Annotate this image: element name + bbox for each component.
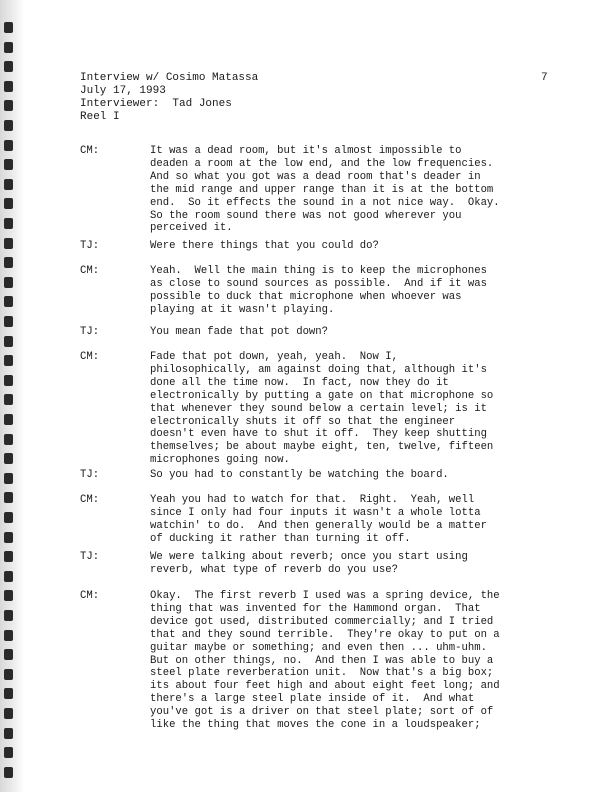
binding-hole [4, 81, 13, 92]
binding-hole [4, 257, 13, 268]
speaker-label: CM: [80, 351, 100, 363]
speech-line: electronically by putting a gate on that microphone so [150, 389, 494, 402]
page-number: 7 [541, 72, 548, 84]
header-reel: Reel I [80, 111, 120, 123]
speech-text [150, 551, 570, 577]
speech-line: since I only had four inputs it wasn't a whole lotta [150, 506, 481, 519]
binding-hole [4, 238, 13, 249]
speech-line: And so what you got was a dead room that's deader in [150, 170, 481, 183]
speech-text [150, 326, 570, 339]
speech-line: that whenever they sound below a certain level; is it [150, 402, 487, 415]
speech-line: watchin' to do. And then generally would be a matter [150, 519, 487, 532]
speech-line: So you had to constantly be watching the board. [150, 469, 449, 481]
speech-line: deaden a room at the low end, and the low frequencies. [150, 157, 494, 170]
speech-text [150, 145, 570, 235]
binding-hole [4, 159, 13, 170]
speech-line: playing at it wasn't playing. [150, 303, 335, 316]
speech-line: like the thing that moves the cone in a loudspeaker; [150, 719, 481, 732]
speech-text [150, 240, 570, 253]
binding-hole [4, 473, 13, 484]
speech-line: electronically shuts it off so that the engineer [150, 415, 456, 428]
binding-hole [4, 61, 13, 72]
header-interviewer: Interviewer: Tad Jones [80, 98, 232, 110]
binding-hole [4, 747, 13, 758]
binding-hole [4, 767, 13, 778]
speaker-label: TJ: [80, 469, 100, 481]
speech-line: Okay. The first reverb I used was a spring device, the [150, 590, 500, 602]
binding-hole [4, 590, 13, 601]
speaker-label: CM: [80, 145, 100, 157]
speech-line: the mid range and upper range than it is at the bottom [150, 183, 494, 196]
binding-hole [4, 708, 13, 719]
speech-line: you've got is a driver on that steel plate; sort of of [150, 706, 494, 719]
speech-line: of ducking it rather than turning it off. [150, 532, 411, 545]
speech-text [150, 351, 570, 467]
binding-hole [4, 355, 13, 366]
speech-line: steel plate reverberation unit. Now that's a big box; [150, 667, 494, 680]
speech-text [150, 265, 570, 317]
binding-hole [4, 610, 13, 621]
binding-hole [4, 434, 13, 445]
header-interviewee: Interview w/ Cosimo Matassa [80, 72, 259, 84]
binding-hole [4, 688, 13, 699]
interview-header [80, 72, 258, 124]
speech-line: done all the time now. In fact, now they do it [150, 376, 449, 389]
binding-hole [4, 179, 13, 190]
binding-hole [4, 669, 13, 680]
speaker-label: CM: [80, 590, 100, 602]
speech-line: there's a large steel plate inside of it. And what [150, 693, 475, 706]
speech-line: But on other things, no. And then I was able to buy a [150, 654, 494, 667]
binding-hole [4, 218, 13, 229]
speech-line: Yeah. Well the main thing is to keep the microphones [150, 265, 487, 277]
binding-hole [4, 551, 13, 562]
speech-line: perceived it. [150, 222, 233, 235]
speaker-label: TJ: [80, 326, 100, 338]
speaker-label: TJ: [80, 551, 100, 563]
speech-line: end. So it effects the sound in a not nice way. Okay. [150, 196, 500, 209]
speech-text [150, 494, 570, 546]
binding-hole [4, 375, 13, 386]
speech-text [150, 590, 570, 732]
binding-hole [4, 336, 13, 347]
binding-hole [4, 453, 13, 464]
binding-hole [4, 532, 13, 543]
speech-line: We were talking about reverb; once you start using [150, 551, 468, 563]
binding-hole [4, 42, 13, 53]
speech-line: its about four feet high and about eight feet long; and [150, 680, 500, 693]
speaker-label: CM: [80, 265, 100, 277]
speech-line: Yeah you had to watch for that. Right. Yeah, well [150, 494, 475, 506]
binding-hole [4, 296, 13, 307]
binding-hole [4, 512, 13, 523]
binding-hole [4, 120, 13, 131]
spiral-binding [0, 0, 24, 792]
speech-line: doesn't even have to shut it off. They keep shutting [150, 428, 487, 441]
speech-line: philosophically, am against doing that, although it's [150, 363, 487, 376]
speaker-label: CM: [80, 494, 100, 506]
speech-line: reverb, what type of reverb do you use? [150, 563, 398, 576]
speech-line: as close to sound sources as possible. And if it was [150, 277, 487, 290]
binding-hole [4, 22, 13, 33]
binding-hole [4, 571, 13, 582]
speech-line: It was a dead room, but it's almost impossible to [150, 145, 462, 157]
binding-hole [4, 414, 13, 425]
speaker-label: TJ: [80, 240, 100, 252]
speech-line: themselves; be about maybe eight, ten, twelve, fifteen [150, 441, 494, 454]
header-date: July 17, 1993 [80, 85, 166, 97]
speech-line: thing that was invented for the Hammond organ. That [150, 602, 481, 615]
speech-line: device got used, distributed commercially; and I tried [150, 615, 494, 628]
binding-hole [4, 492, 13, 503]
speech-line: You mean fade that pot down? [150, 326, 329, 338]
binding-hole [4, 728, 13, 739]
speech-line: Fade that pot down, yeah, yeah. Now I, [150, 351, 398, 363]
binding-hole [4, 140, 13, 151]
binding-hole [4, 198, 13, 209]
binding-hole [4, 649, 13, 660]
speech-line: Were there things that you could do? [150, 240, 379, 252]
speech-line: microphones going now. [150, 454, 290, 467]
speech-text [150, 469, 570, 482]
speech-line: possible to duck that microphone when whoever was [150, 290, 462, 303]
binding-hole [4, 394, 13, 405]
binding-hole [4, 316, 13, 327]
speech-line: So the room sound there was not good wherever you [150, 209, 462, 222]
binding-hole [4, 277, 13, 288]
speech-line: guitar maybe or something; and even then ... uhm-uhm. [150, 641, 487, 654]
speech-line: that and they sound terrible. They're okay to put on a [150, 628, 500, 641]
binding-hole [4, 630, 13, 641]
binding-hole [4, 100, 13, 111]
